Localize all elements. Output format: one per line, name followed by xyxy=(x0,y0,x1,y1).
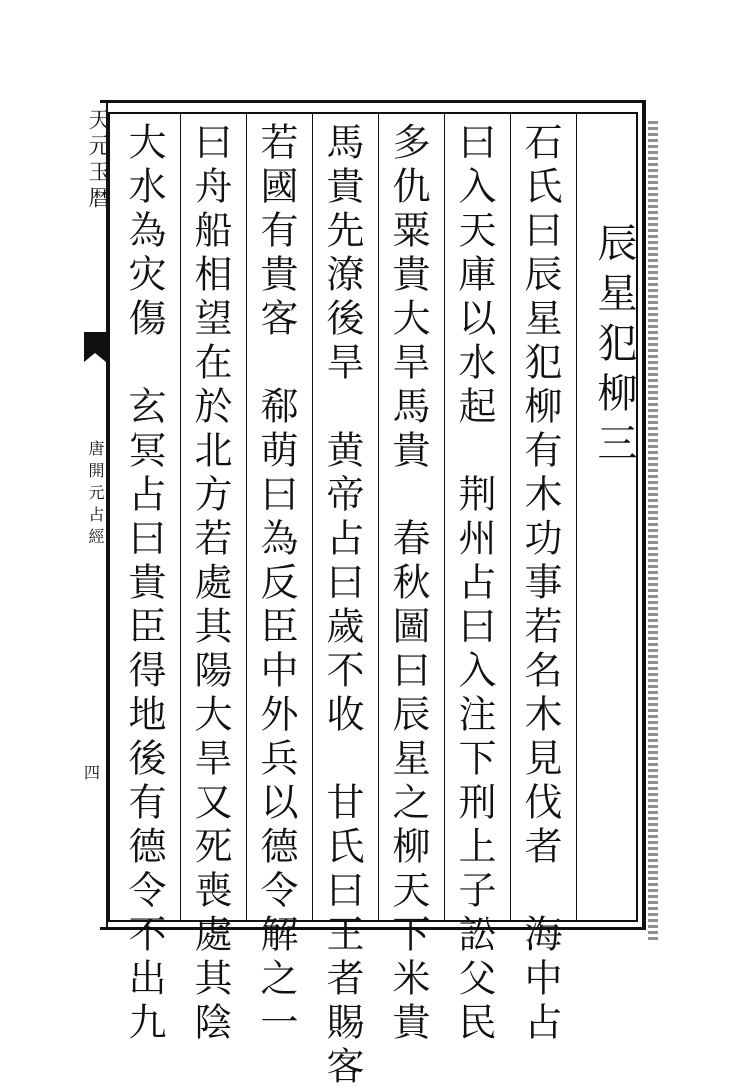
column-rule xyxy=(510,112,511,922)
text-column-7: 大水為灾傷 玄冥占曰貴臣得地後有德令不出九 xyxy=(122,122,166,1046)
column-rule xyxy=(378,112,379,922)
text-column-6: 曰舟船相望在於北方若處其陽大旱又死喪處其陰 xyxy=(188,122,232,1046)
text-column-1: 石氏曰辰星犯柳有木功事若名木見伐者 海中占 xyxy=(518,122,562,1046)
text-column-2: 曰入天庫以水起 荆州占曰入注下刑上子訟父民 xyxy=(452,122,496,1046)
margin-book-title: 天元玉暦 xyxy=(85,108,110,212)
column-rule xyxy=(180,112,181,922)
column-rule xyxy=(246,112,247,922)
section-title: 辰星犯柳三 xyxy=(591,222,637,472)
column-rule xyxy=(312,112,313,922)
margin-chapter-title: 唐開元占經 xyxy=(86,440,105,550)
column-rule xyxy=(444,112,445,922)
text-column-5: 若國有貴客 郗萌曰為反臣中外兵以德令解之一 xyxy=(254,122,298,1046)
margin-page-number: 四 xyxy=(84,763,101,782)
page-edge-shadow xyxy=(648,120,658,940)
text-column-4: 馬貴先潦後旱 黄帝占曰歲不收 甘氏曰王者賜客 xyxy=(320,122,364,1090)
text-column-3: 多仇粟貴大旱馬貴 春秋圖曰辰星之柳天下米貴 xyxy=(386,122,430,1046)
column-rule xyxy=(576,112,577,922)
